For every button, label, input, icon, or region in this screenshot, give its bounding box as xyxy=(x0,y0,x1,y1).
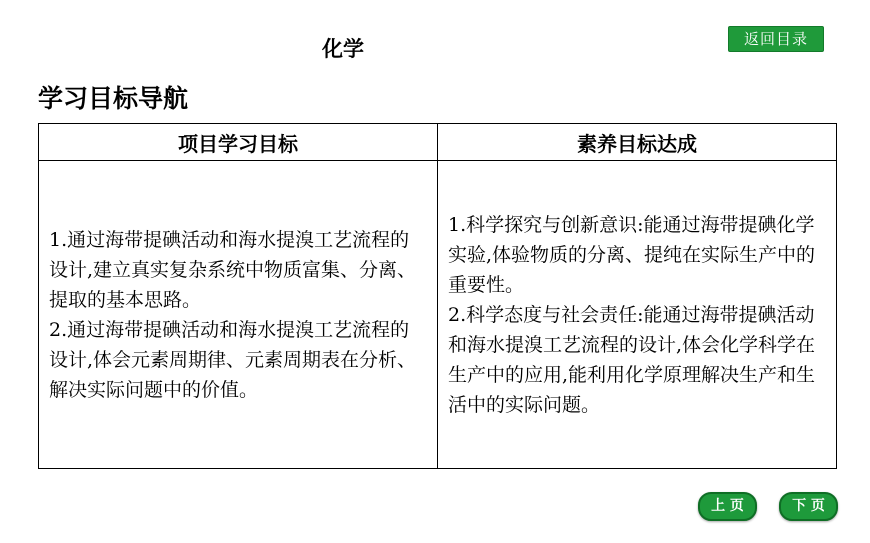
header-literacy-goals: 素养目标达成 xyxy=(438,124,837,161)
project-goals-cell xyxy=(39,161,438,469)
table-row xyxy=(39,161,837,469)
literacy-goal-2: 2.科学态度与社会责任:能通过海带提碘活动和海水提溴工艺流程的设计,体会化学科学在生产中的应用,能利用化学原理解决生产和生活中的实际问题。 xyxy=(448,303,816,416)
literacy-goals-cell xyxy=(438,161,837,469)
previous-page-button[interactable]: 上 页 xyxy=(698,492,757,521)
goals-table xyxy=(38,123,837,469)
project-goal-2: 2.通过海带提碘活动和海水提溴工艺流程的设计,体会元素周期律、元素周期表在分析、解决实际问题中的价值。 xyxy=(49,318,417,401)
section-title: 学习目标导航 xyxy=(38,84,189,113)
next-page-button[interactable]: 下 页 xyxy=(779,492,838,521)
literacy-goal-1: 1.科学探究与创新意识:能通过海带提碘化学实验,体验物质的分离、提纯在实际生产中的重要性。 xyxy=(448,213,816,296)
header-project-goals: 项目学习目标 xyxy=(39,124,438,161)
back-to-contents-button[interactable]: 返回目录 xyxy=(728,26,824,52)
table-header-row xyxy=(39,124,837,161)
subject-title: 化学 xyxy=(322,37,364,61)
project-goal-1: 1.通过海带提碘活动和海水提溴工艺流程的设计,建立真实复杂系统中物质富集、分离、提取的基本思路。 xyxy=(49,228,417,311)
